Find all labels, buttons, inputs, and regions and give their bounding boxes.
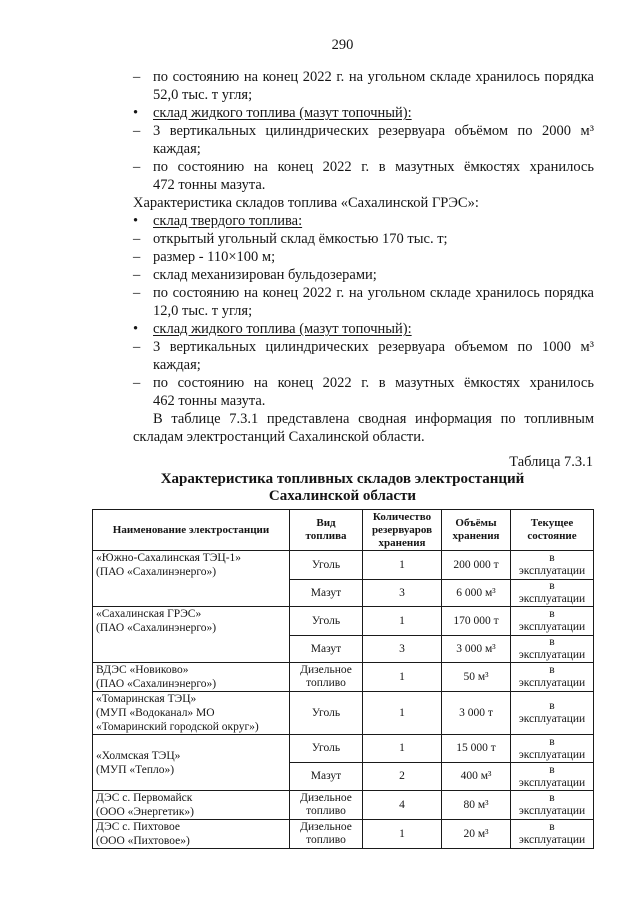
section-heading: Характеристика складов топлива «Сахалинской ГРЭС»: (133, 195, 479, 211)
tank-count-cell: 1 (363, 607, 442, 636)
list-item-text: по состоянию на конец 2022 г. на угольном складе хранилось порядка (153, 285, 594, 301)
station-name-cell: ДЭС с. Пихтовое (ООО «Пихтовое») (93, 820, 290, 849)
storage-volume-cell: 6 000 м³ (442, 580, 511, 607)
dash-marker: – (133, 69, 141, 85)
status-cell: в эксплуатации (511, 663, 594, 692)
text-line (0, 194, 635, 212)
station-name-cell: ВДЭС «Новиково» (ПАО «Сахалинэнерго») (93, 663, 290, 692)
paragraph-line (0, 410, 635, 428)
header-storage-volume: Объёмы хранения (442, 510, 511, 551)
table-row (93, 692, 594, 735)
fuel-type-cell: Мазут (290, 763, 363, 791)
station-name-cell: «Холмская ТЭЦ» (МУП «Тепло») (93, 735, 290, 791)
fuel-type-cell: Мазут (290, 580, 363, 607)
storage-volume-cell: 3 000 т (442, 692, 511, 735)
list-item-text: 3 вертикальных цилиндрических резервуара объёмом по 2000 м³ (153, 123, 594, 139)
fuel-type-cell: Уголь (290, 735, 363, 763)
status-cell: в эксплуатации (511, 791, 594, 820)
header-tank-count: Количество резервуаров хранения (363, 510, 442, 551)
list-item (0, 374, 635, 392)
table-row (93, 607, 594, 636)
list-item (0, 248, 635, 266)
fuel-type-cell: Дизельное топливо (290, 663, 363, 692)
fuel-type-cell: Дизельное топливо (290, 791, 363, 820)
table-header-row (93, 510, 594, 551)
paragraph-line (0, 428, 635, 446)
storage-volume-cell: 400 м³ (442, 763, 511, 791)
paragraph-text: В таблице 7.3.1 представлена сводная информация по топливным (153, 411, 594, 427)
text-line (0, 392, 635, 410)
fuel-type-cell: Уголь (290, 551, 363, 580)
list-item-text: открытый угольный склад ёмкостью 170 тыс. т; (153, 231, 448, 247)
storage-volume-cell: 80 м³ (442, 791, 511, 820)
list-item (0, 266, 635, 284)
list-item (0, 338, 635, 356)
status-cell: в эксплуатации (511, 763, 594, 791)
subheading-text: склад жидкого топлива (мазут топочный): (153, 105, 412, 121)
continuation-text: каждая; (153, 141, 201, 157)
page-number: 290 (331, 37, 354, 53)
status-cell: в эксплуатации (511, 580, 594, 607)
tank-count-cell: 1 (363, 663, 442, 692)
status-cell: в эксплуатации (511, 692, 594, 735)
text-line (0, 302, 635, 320)
dash-marker: – (133, 231, 141, 247)
storage-volume-cell: 50 м³ (442, 663, 511, 692)
list-item (0, 158, 635, 176)
list-item (0, 104, 635, 122)
status-cell: в эксплуатации (511, 636, 594, 663)
bullet-marker: • (133, 105, 139, 121)
tank-count-cell: 2 (363, 763, 442, 791)
tank-count-cell: 1 (363, 692, 442, 735)
list-item-text: по состоянию на конец 2022 г. на угольном складе хранилось порядка (153, 69, 594, 85)
table-title-line: Характеристика топливных складов электростанций (160, 471, 525, 487)
list-item (0, 320, 635, 338)
station-name-cell: «Томаринская ТЭЦ» (МУП «Водоканал» МО «Томаринский городской округ») (93, 692, 290, 735)
table-row (93, 551, 594, 580)
list-item (0, 284, 635, 302)
bullet-marker: • (133, 213, 139, 229)
fuel-type-cell: Дизельное топливо (290, 820, 363, 849)
list-item (0, 68, 635, 86)
table-label: Таблица 7.3.1 (509, 454, 593, 470)
text-line (0, 356, 635, 374)
subheading-text: склад твердого топлива: (153, 213, 303, 229)
tank-count-cell: 1 (363, 820, 442, 849)
fuel-type-cell: Уголь (290, 607, 363, 636)
list-item-text: по состоянию на конец 2022 г. в мазутных ёмкостях хранилось (153, 159, 594, 175)
table-row (93, 791, 594, 820)
status-cell: в эксплуатации (511, 551, 594, 580)
text-line (0, 86, 635, 104)
header-fuel-type: Вид топлива (290, 510, 363, 551)
dash-marker: – (133, 159, 141, 175)
status-cell: в эксплуатации (511, 607, 594, 636)
table-row (93, 735, 594, 763)
dash-marker: – (133, 249, 141, 265)
list-item-text: по состоянию на конец 2022 г. в мазутных ёмкостях хранилось (153, 375, 594, 391)
tank-count-cell: 1 (363, 551, 442, 580)
list-item-text: размер - 110×100 м; (153, 249, 276, 265)
dash-marker: – (133, 267, 141, 283)
list-item (0, 230, 635, 248)
continuation-text: 472 тонны мазута. (153, 177, 266, 193)
table-title-line: Сахалинской области (268, 488, 417, 504)
fuel-storage-table (92, 509, 594, 849)
status-cell: в эксплуатации (511, 735, 594, 763)
station-name-cell: «Южно-Сахалинская ТЭЦ-1» (ПАО «Сахалинэнерго») (93, 551, 290, 607)
header-station: Наименование электростанции (93, 510, 290, 551)
fuel-type-cell: Уголь (290, 692, 363, 735)
storage-volume-cell: 3 000 м³ (442, 636, 511, 663)
fuel-type-cell: Мазут (290, 636, 363, 663)
text-line (0, 140, 635, 158)
storage-volume-cell: 170 000 т (442, 607, 511, 636)
tank-count-cell: 1 (363, 735, 442, 763)
station-name-cell: ДЭС с. Первомайск (ООО «Энергетик») (93, 791, 290, 820)
text-line (0, 176, 635, 194)
continuation-text: 462 тонны мазута. (153, 393, 266, 409)
dash-marker: – (133, 375, 141, 391)
header-status: Текущее состояние (511, 510, 594, 551)
continuation-text: 12,0 тыс. т угля; (153, 303, 253, 319)
tank-count-cell: 4 (363, 791, 442, 820)
list-item-text: 3 вертикальных цилиндрических резервуара объемом по 1000 м³ (153, 339, 594, 355)
table-row (93, 663, 594, 692)
storage-volume-cell: 200 000 т (442, 551, 511, 580)
list-item-text: склад механизирован бульдозерами; (153, 267, 377, 283)
dash-marker: – (133, 285, 141, 301)
list-item (0, 122, 635, 140)
tank-count-cell: 3 (363, 580, 442, 607)
storage-volume-cell: 20 м³ (442, 820, 511, 849)
dash-marker: – (133, 339, 141, 355)
list-item (0, 212, 635, 230)
continuation-text: 52,0 тыс. т угля; (153, 87, 253, 103)
continuation-text: каждая; (153, 357, 201, 373)
station-name-cell: «Сахалинская ГРЭС» (ПАО «Сахалинэнерго») (93, 607, 290, 663)
status-cell: в эксплуатации (511, 820, 594, 849)
storage-volume-cell: 15 000 т (442, 735, 511, 763)
paragraph-text: складам электростанций Сахалинской области. (133, 429, 425, 445)
subheading-text: склад жидкого топлива (мазут топочный): (153, 321, 412, 337)
tank-count-cell: 3 (363, 636, 442, 663)
dash-marker: – (133, 123, 141, 139)
bullet-marker: • (133, 321, 139, 337)
table-row (93, 820, 594, 849)
